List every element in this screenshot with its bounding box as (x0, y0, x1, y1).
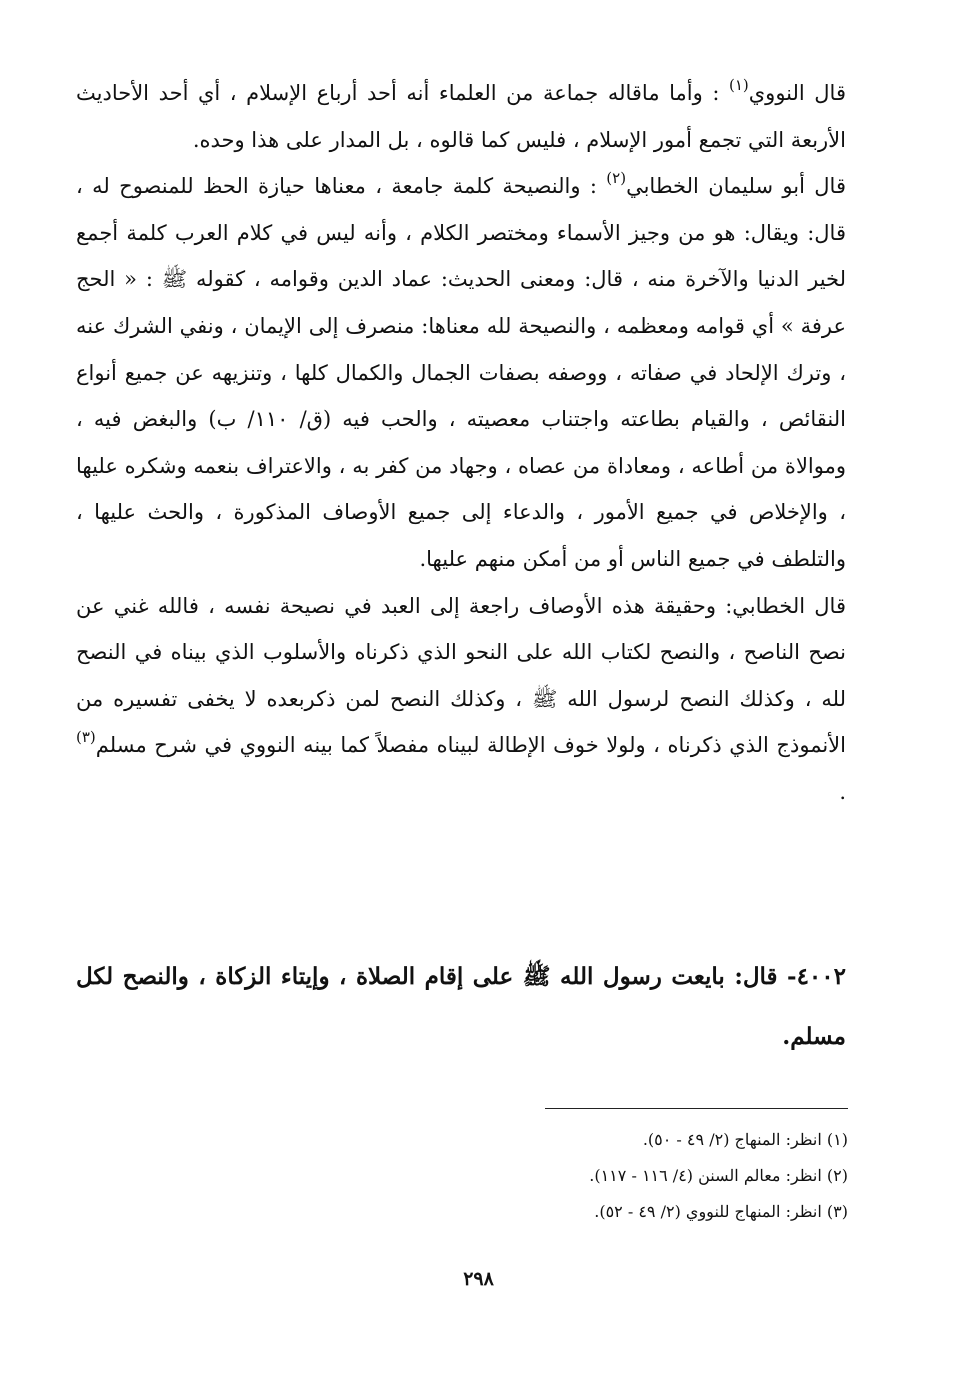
paragraph-text: : وأما ماقاله جماعة من العلماء أنه أحد أرباع الإسلام ، أي أحد الأحاديث الأربعة التي تجمع أمور الإسلام ، فليس كما قالوه ، بل المدار على هذا وحده. (76, 81, 846, 152)
paragraph-khattabi-reality (76, 583, 846, 816)
paragraph-text: قال الخطابي: وحقيقة هذه الأوصاف راجعة إلى العبد في نصيحة نفسه ، فالله غني عن نصح الناصح ، والنصح لكتاب الله على النحو الذي ذكرناه والأسلوب الذي بيناه في النصح لله ، وكذلك النصح لرسول الله ﷺ ، وكذلك النصح لمن ذكربعده لا يخفى تفسيره من الأنموذج الذي ذكرناه ، ولولا خوف الإطالة لبيناه مفصلاً كما بينه النووي في شرح مسلم (76, 593, 846, 758)
footnote-marker: (١) (728, 76, 749, 94)
paragraph-nawawi (76, 70, 846, 163)
body-text (76, 70, 846, 816)
footnote-item: (١) انظر: المنهاج (٢/ ٤٩ - ٥٠). (642, 1130, 848, 1149)
paragraph-text: . (839, 779, 846, 804)
footnote-item: (٢) انظر: معالم السنن (٤/ ١١٦ - ١١٧). (589, 1166, 848, 1185)
page-number: ٢٩٨ (463, 1268, 494, 1290)
footnote-marker: (٣) (76, 728, 96, 747)
hadith-text: ٤٠٠٢- قال: بايعت رسول الله ﷺ على إقام الصلاة ، وإيتاء الزكاة ، والنصح لكل مسلم. (76, 963, 846, 1050)
paragraph-text: : والنصيحة كلمة جامعة ، معناها حيازة الحظ للمنصوح له ، قال: ويقال: هو من وجيز الأسماء ومختصر الكلام ، وأنه ليس في كلام العرب كلمة أجمع لخير الدنيا والآخرة منه ، قال: ومعنى الحديث: عماد الدين وقوامه ، كقوله ﷺ : « الحج عرفة » أي قوامه ومعظمه ، والنصيحة لله معناها: منصرف إلى الإيمان ، ونفي الشرك عنه ، وترك الإلحاد في صفاته ، ووصفه بصفات الجمال والكمال كلها ، وتنزيهه عن جميع أنواع النقائص ، والقيام بطاعته واجتناب معصيته ، والحب فيه (ق/ ١١٠/ ب) والبغض فيه ، وموالاة من أطاعه ، ومعاداة من عصاه ، وجهاد من كفر به ، والاعتراف بنعمه وشكره عليها ، والإخلاص في جميع الأمور ، والدعاء إلى جميع الأوصاف المذكورة ، والحث عليها ، والتلطف في جميع الناس أو من أمكن منهم عليها. (76, 174, 846, 571)
paragraph-khattabi (76, 163, 846, 582)
paragraph-text: قال النووي (748, 81, 846, 105)
footnote-item: (٣) انظر: المنهاج للنووي (٢/ ٤٩ - ٥٢). (594, 1202, 848, 1221)
footnote-divider (545, 1108, 848, 1109)
footnote-marker: (٢) (606, 169, 627, 188)
paragraph-text: قال أبو سليمان الخطابي (626, 174, 846, 199)
footnotes (300, 1122, 848, 1230)
